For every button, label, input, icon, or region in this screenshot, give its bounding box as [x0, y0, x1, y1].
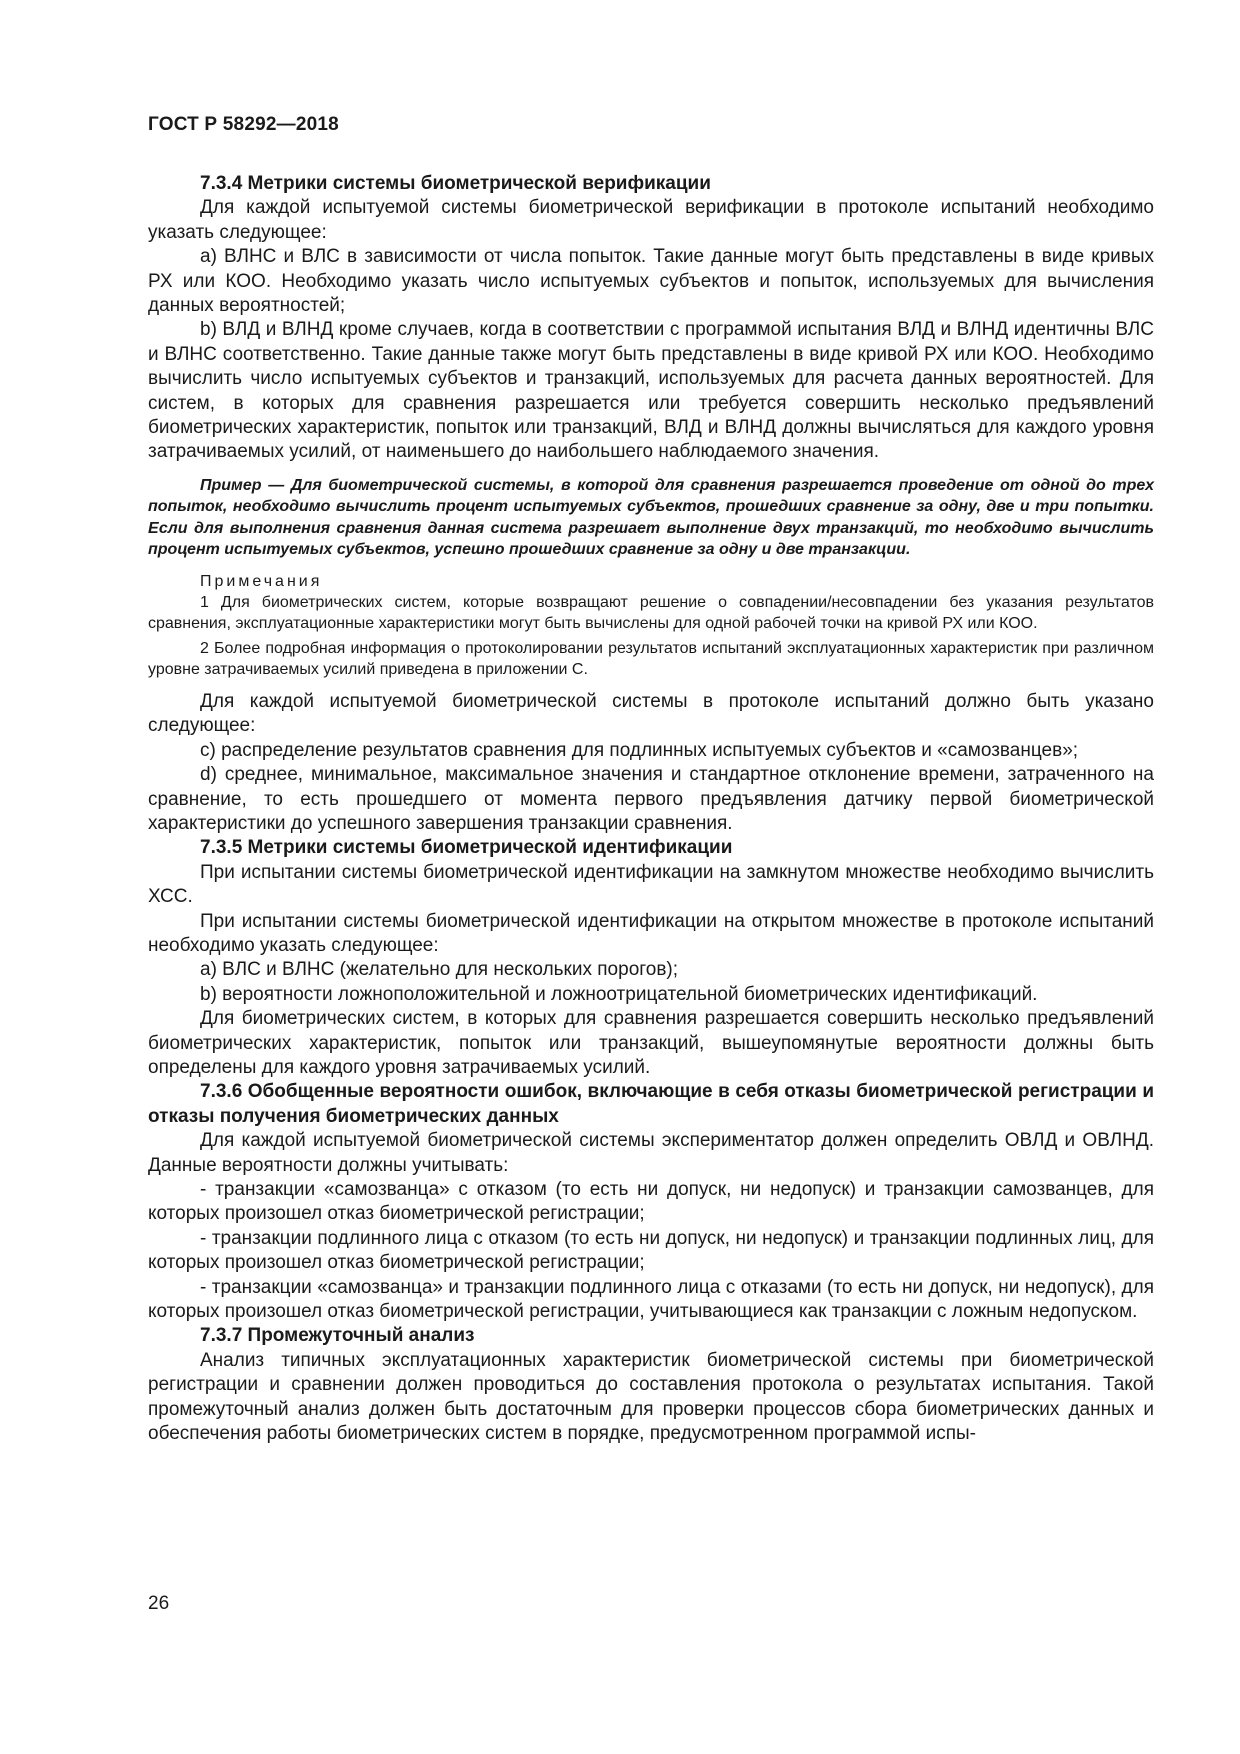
- section-heading-7-3-4: 7.3.4 Метрики системы биометрической верификации: [200, 173, 711, 194]
- list-item-d: d) среднее, минимальное, максимальное значения и стандартное отклонение времени, затраченного на сравнение, то есть прошедшего от момента первого предъявления датчику первой биометрической характеристики до успешного завершения транзакции сравнения.: [148, 764, 1154, 834]
- dash-item: - транзакции подлинного лица с отказом (то есть ни допуск, ни недопуск) и транзакции подлинных лиц, для которых произошел отказ биометрической регистрации;: [148, 1227, 1154, 1274]
- notes-title: Примечания: [200, 572, 323, 590]
- document-number: ГОСТ Р 58292—2018: [148, 114, 339, 135]
- section-heading-7-3-7: 7.3.7 Промежуточный анализ: [200, 1325, 475, 1347]
- note-1: 1 Для биометрических систем, которые возвращают решение о совпадении/несовпадении без указания результатов сравнения, эксплуатационные характеристики могут быть вычислены для одной рабочей точки на кривой РХ или КОО.: [148, 593, 1154, 632]
- example-block: Пример — Для биометрической системы, в которой для сравнения разрешается проведение от одной до трех попыток, необходимо вычислить процент испытуемых субъектов, прошедших сравнение за одну, две и три попытки. Если для выполнения сравнения данная система разрешает выполнение двух транзакций, то необходимо вычислить процент испытуемых субъектов, успешно прошедших сравнение за одну и две транзакции.: [148, 476, 1154, 559]
- dash-item: - транзакции «самозванца» и транзакции подлинного лица с отказами (то есть ни допуск, ни недопуск), для которых произошел отказ биометрической регистрации, учитывающиеся как транзакции с ложным недопуском.: [148, 1276, 1154, 1323]
- paragraph: Для каждой испытуемой биометрической системы экспериментатор должен определить ОВЛД и ОВЛНД. Данные вероятности должны учитывать:: [148, 1130, 1154, 1176]
- page-number: 26: [148, 1593, 170, 1614]
- paragraph: Для каждой испытуемой системы биометрической верификации в протоколе испытаний необходимо указать следующее:: [148, 197, 1154, 243]
- list-item-a: a) ВЛС и ВЛНС (желательно для нескольких порогов);: [200, 959, 679, 981]
- list-item-b: b) ВЛД и ВЛНД кроме случаев, когда в соответствии с программой испытания ВЛД и ВЛНД идентичны ВЛС и ВЛНС соответственно. Такие данные также могут быть представлены в виде кривой РХ или КОО. Необходимо вычислить число испытуемых субъектов и транзакций, используемых для расчета данных вероятностей. Для систем, в которых для сравнения разрешается или требуется совершить несколько предъявлений биометрических характеристик, попыток или транзакций, ВЛД и ВЛНД должны вычисляться для каждого уровня затрачиваемых усилий, от наименьшего до наибольшего наблюдаемого значения.: [148, 319, 1154, 463]
- list-item-b: b) вероятности ложноположительной и ложноотрицательной биометрических идентификаций.: [200, 983, 1038, 1005]
- list-item-c: c) распределение результатов сравнения для подлинных испытуемых субъектов и «самозванцев»;: [200, 739, 1079, 761]
- list-item-a: a) ВЛНС и ВЛС в зависимости от числа попыток. Такие данные могут быть представлены в виде кривых РХ или КОО. Необходимо указать число испытуемых субъектов и попыток, используемых для вычисления данных вероятностей;: [148, 246, 1154, 317]
- dash-item: - транзакции «самозванца» с отказом (то есть ни допуск, ни недопуск) и транзакции самозванцев, для которых произошел отказ биометрической регистрации;: [148, 1179, 1154, 1225]
- paragraph: При испытании системы биометрической идентификации на открытом множестве в протоколе испытаний необходимо указать следующее:: [148, 910, 1154, 956]
- paragraph: Для каждой испытуемой биометрической системы в протоколе испытаний должно быть указано следующее:: [148, 690, 1154, 737]
- section-heading-7-3-6: 7.3.6 Обобщенные вероятности ошибок, включающие в себя отказы биометрической регистрации и отказы получения биометрических данных: [148, 1081, 1154, 1127]
- paragraph: При испытании системы биометрической идентификации на замкнутом множестве необходимо вычислить ХСС.: [148, 861, 1154, 908]
- paragraph: Для биометрических систем, в которых для сравнения разрешается совершить несколько предъявлений биометрических характеристик, попыток или транзакций, вышеупомянутые вероятности должны быть определены для каждого уровня затрачиваемых усилий.: [148, 1008, 1154, 1078]
- section-heading-7-3-5: 7.3.5 Метрики системы биометрической идентификации: [200, 837, 733, 859]
- document-body: [148, 172, 1154, 1446]
- paragraph: Анализ типичных эксплуатационных характеристик биометрической системы при биометрической регистрации и сравнении должен проводиться до составления протокола о результатах испытания. Такой промежуточный анализ должен быть достаточным для проверки процессов сбора биометрических данных и обеспечения работы биометрических систем в порядке, предусмотренном программой испы-: [148, 1349, 1154, 1445]
- note-2: 2 Более подробная информация о протоколировании результатов испытаний эксплуатационных характеристик при различном уровне затрачиваемых усилий приведена в приложении C.: [148, 639, 1154, 678]
